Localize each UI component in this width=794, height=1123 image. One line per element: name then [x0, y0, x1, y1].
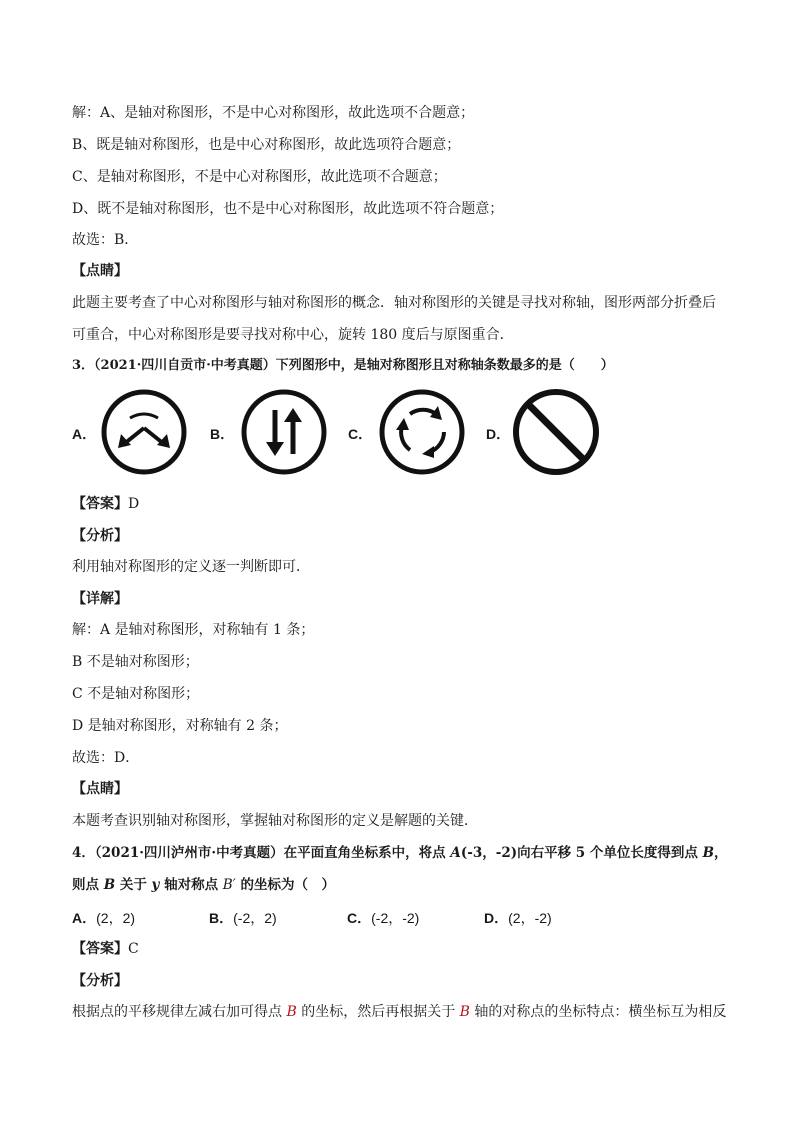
q4-answer: [72, 940, 139, 958]
q4-answer-value: C: [128, 941, 139, 957]
point-b: B: [459, 1004, 470, 1020]
q3-detail-line-4: D 是轴对称图形，对称轴有 2 条；: [72, 718, 288, 734]
q3-conclusion: 故选：D．: [72, 750, 140, 766]
q4-choice-b-label: B．: [209, 910, 234, 926]
q2-dianjing-label: 【点睛】: [72, 263, 128, 279]
q4-question-line-1: [72, 844, 728, 862]
q2-solution-line-4: D、既不是轴对称图形，也不是中心对称图形，故此选项不符合题意；: [72, 201, 504, 217]
q4-stem-text: (-3，-2)向右平移 5 个单位长度得到点: [460, 845, 703, 861]
q2-solution-line-1: 解：A、是轴对称图形，不是中心对称图形，故此选项不合题意；: [72, 105, 475, 121]
q4-analysis-text: 根据点的平移规律左减右加可得点: [72, 1004, 287, 1020]
q4-choice-b: [209, 908, 277, 928]
q2-solution-line-3: C、是轴对称图形，不是中心对称图形，故此选项不合题意；: [72, 169, 447, 185]
q4-stem-text: 轴对称点: [159, 877, 223, 893]
q4-analysis-text: 轴的对称点的坐标特点：横坐标互为相反: [469, 1004, 727, 1020]
q4-analysis: [72, 1003, 726, 1021]
q4-number: 4．: [72, 845, 95, 861]
q4-choice-a-label: A．: [72, 910, 97, 926]
point-a: A: [450, 845, 461, 861]
q3-source: （2021·四川自贡市·中考真题）: [94, 358, 276, 373]
q3-analysis-label: 【分析】: [72, 528, 128, 544]
q3-answer-label: 【答案】: [72, 496, 128, 512]
q3-analysis: 利用轴对称图形的定义逐一判断即可．: [72, 559, 310, 575]
q3-stem: 下列图形中，是轴对称图形且对称轴条数最多的是（ ）: [275, 358, 614, 373]
q4-analysis-text: 的坐标，然后再根据关于: [296, 1004, 460, 1020]
q3-dianjing-label: 【点睛】: [72, 781, 128, 797]
q2-dianjing-line-2: 可重合，中心对称图形是要寻找对称中心，旋转 180 度后与原图重合．: [72, 327, 514, 343]
q3-answer: [72, 495, 139, 513]
two-arrows-down-diverging-sign-icon: [100, 388, 188, 476]
point-b: B: [103, 877, 116, 893]
q4-choice-b-value: (-2，2): [233, 910, 277, 926]
q4-choice-c: [347, 908, 419, 928]
q3-detail-label: 【详解】: [72, 591, 128, 607]
q4-answer-label: 【答案】: [72, 941, 128, 957]
q4-choice-a-value: (2，2): [96, 910, 136, 926]
point-b-prime: B′: [222, 877, 236, 893]
q3-detail-line-1: 解：A 是轴对称图形，对称轴有 1 条；: [72, 622, 315, 638]
point-b: B: [702, 845, 715, 861]
q2-dianjing-line-1: 此题主要考查了中心对称图形与轴对称图形的概念．轴对称图形的关键是寻找对称轴，图形两部分折叠后: [72, 295, 716, 311]
prohibition-sign-icon: [512, 388, 600, 476]
q4-choice-d: [484, 908, 552, 928]
q3-dianjing: 本题考查识别轴对称图形，掌握轴对称图形的定义是解题的关键．: [72, 813, 478, 829]
axis-y: y: [151, 877, 160, 893]
q4-stem-text: 则点: [72, 877, 104, 893]
q3-detail-line-3: C 不是轴对称图形；: [72, 686, 200, 702]
point-b: B: [286, 1004, 297, 1020]
roundabout-sign-icon: [378, 388, 466, 476]
q3-options: [72, 388, 632, 478]
q4-stem-text: 关于: [115, 877, 152, 893]
q2-conclusion: 故选：B．: [72, 232, 139, 248]
q3-option-b-label: B．: [210, 426, 235, 442]
q3-answer-value: D: [128, 496, 140, 512]
q4-analysis-label: 【分析】: [72, 973, 128, 989]
q4-choice-d-label: D．: [484, 910, 509, 926]
q4-choice-c-value: (-2，-2): [371, 910, 420, 926]
q4-stem-text: 的坐标为（ ）: [235, 877, 335, 893]
q3-number: 3．: [72, 358, 95, 373]
q4-stem-text: 在平面直角坐标系中，将点: [283, 845, 451, 861]
q2-solution-line-2: B、既是轴对称图形，也是中心对称图形，故此选项符合题意；: [72, 137, 461, 153]
q4-choice-c-label: C．: [347, 910, 372, 926]
q4-question-line-2: [72, 876, 335, 894]
q4-stem-text: ，: [714, 845, 728, 861]
up-down-arrows-sign-icon: [240, 388, 328, 476]
q4-source: （2021·四川泸州市·中考真题）: [94, 845, 284, 861]
q3-question: [72, 357, 614, 375]
q3-detail-line-2: B 不是轴对称图形；: [72, 654, 199, 670]
q3-option-d-label: D．: [486, 426, 511, 442]
q4-choice-d-value: (2，-2): [508, 910, 552, 926]
q3-option-c-label: C．: [348, 426, 373, 442]
q4-choice-a: [72, 908, 135, 928]
q3-option-a-label: A．: [72, 426, 97, 442]
